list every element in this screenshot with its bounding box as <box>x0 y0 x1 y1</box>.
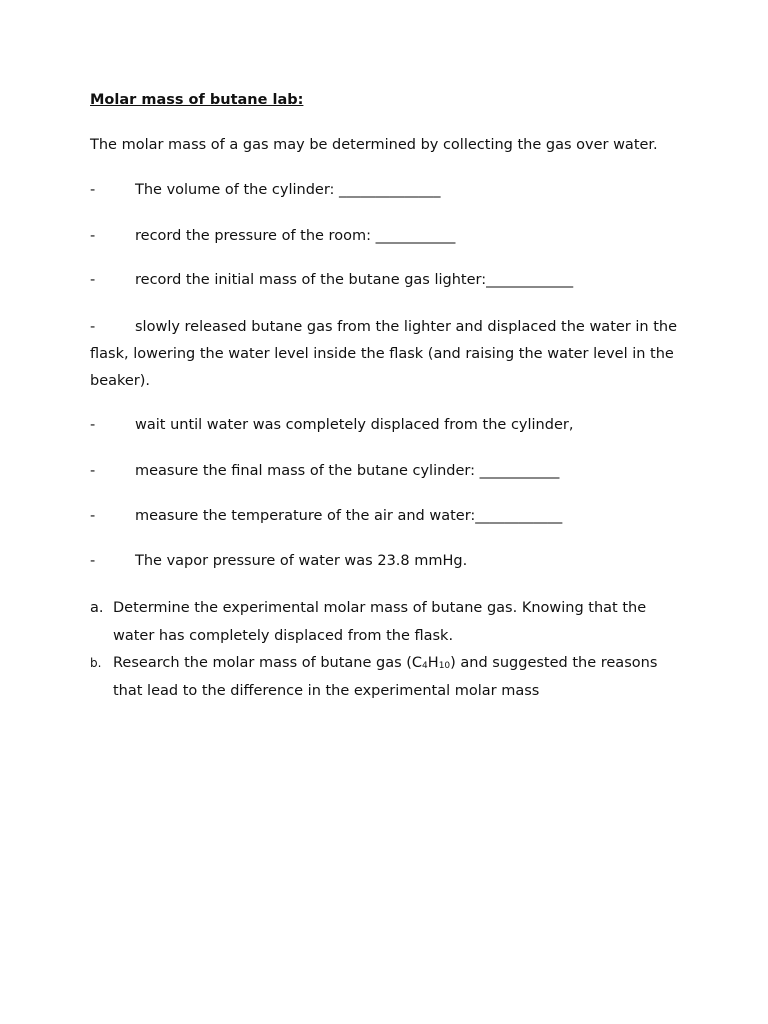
bullet-dash: - <box>90 228 96 244</box>
step-text: The volume of the cylinder: ______________ <box>135 182 441 198</box>
step-text: The vapor pressure of water was 23.8 mmHg. <box>135 553 468 569</box>
step-text: slowly released butane gas from the lighter and displaced the water in the flask, lowering the water level inside the flask (and raising the water level in the beaker). <box>90 319 677 389</box>
step-initial-mass <box>90 272 690 288</box>
bullet-dash: - <box>90 182 96 198</box>
bullet-dash: - <box>90 417 96 433</box>
bullet-dash: - <box>90 463 96 479</box>
subscript-carbon-count: 4 <box>422 661 428 671</box>
question-text-part: Research the molar mass of butane gas (C <box>113 655 423 671</box>
intro-paragraph: The molar mass of a gas may be determined by collecting the gas over water. <box>90 137 658 153</box>
step-release-gas <box>90 314 690 395</box>
step-temperature <box>90 508 690 524</box>
bullet-dash: - <box>90 272 96 288</box>
step-final-mass <box>90 463 690 479</box>
bullet-dash: - <box>90 319 96 335</box>
question-text <box>113 650 690 705</box>
step-text: wait until water was completely displaced from the cylinder, <box>135 417 574 433</box>
step-cylinder-volume <box>90 182 690 198</box>
document-title: Molar mass of butane lab: <box>90 92 304 108</box>
question-a <box>90 595 690 650</box>
question-text-part: H <box>427 655 439 671</box>
bullet-dash: - <box>90 553 96 569</box>
question-b <box>90 650 690 705</box>
subscript-hydrogen-count: 10 <box>438 661 451 671</box>
question-marker: b. <box>90 656 102 670</box>
question-text: Determine the experimental molar mass of butane gas. Knowing that the water has completely displaced from the flask. <box>113 600 647 644</box>
step-text: measure the final mass of the butane cylinder: ___________ <box>135 463 560 479</box>
step-text: record the pressure of the room: ___________ <box>135 228 456 244</box>
bullet-dash: - <box>90 508 96 524</box>
step-text: record the initial mass of the butane gas lighter:____________ <box>135 272 574 288</box>
step-room-pressure <box>90 228 690 244</box>
step-text: measure the temperature of the air and water:____________ <box>135 508 563 524</box>
step-wait-displaced <box>90 417 690 433</box>
question-text-part: ) and suggested the reasons that lead to the difference in the experimental molar mass <box>113 655 658 699</box>
question-marker: a. <box>90 600 104 616</box>
document-page <box>90 0 690 1024</box>
step-vapor-pressure <box>90 553 690 569</box>
